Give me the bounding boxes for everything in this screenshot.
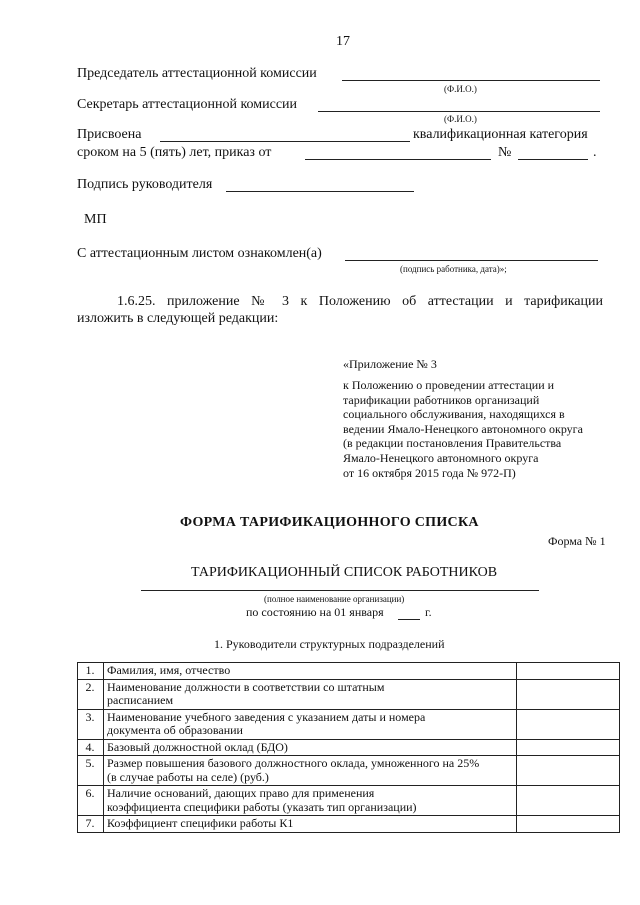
form-number: Форма № 1 bbox=[548, 534, 606, 548]
row-value-cell bbox=[517, 816, 620, 833]
head-signature-line bbox=[226, 191, 414, 192]
appendix-line: к Положению о проведении аттестации и bbox=[343, 378, 555, 392]
chairman-signature-line bbox=[342, 80, 600, 81]
order-number-line bbox=[518, 159, 588, 160]
acquainted-caption: (подпись работника, дата)»; bbox=[400, 264, 507, 274]
row-number: 6. bbox=[78, 786, 104, 816]
table-row bbox=[78, 663, 620, 680]
row-number: 5. bbox=[78, 756, 104, 786]
appendix-line: (в редакции постановления Правительства bbox=[343, 436, 562, 451]
tariff-list-table bbox=[77, 662, 620, 833]
row-text: Коэффициент специфики работы К1 bbox=[104, 816, 517, 833]
acquainted-signature-line bbox=[345, 260, 598, 261]
row-number: 4. bbox=[78, 739, 104, 756]
table-row bbox=[78, 679, 620, 709]
table-row bbox=[78, 739, 620, 756]
row-value-cell bbox=[517, 756, 620, 786]
appendix-line: Ямало-Ненецкого автономного округа bbox=[343, 450, 539, 465]
table-row bbox=[78, 709, 620, 739]
acquainted-label: С аттестационным листом ознакомлен(а) bbox=[77, 246, 322, 261]
row-number: 2. bbox=[78, 679, 104, 709]
appendix-line: социального обслуживания, находящихся в bbox=[343, 407, 565, 422]
chairman-label: Председатель аттестационной комиссии bbox=[77, 66, 317, 81]
secretary-signature-line bbox=[318, 111, 600, 112]
clause-line-1: 1.6.25. приложение № 3 к Положению об аттестации и тарификации bbox=[117, 294, 603, 309]
order-number-sign: № bbox=[498, 145, 512, 160]
category-label: квалификационная категория bbox=[413, 127, 588, 142]
row-value-cell bbox=[517, 663, 620, 680]
as-of-suffix: г. bbox=[425, 605, 432, 619]
row-value-cell bbox=[517, 739, 620, 756]
appendix-description bbox=[343, 378, 583, 480]
row-text: Размер повышения базового должностного оклада, умноженного на 25% (в случае работы на селе) (руб.) bbox=[104, 756, 517, 786]
secretary-caption: (Ф.И.О.) bbox=[444, 114, 477, 124]
section-title: 1. Руководители структурных подразделений bbox=[214, 637, 445, 651]
row-number: 3. bbox=[78, 709, 104, 739]
row-value-cell bbox=[517, 679, 620, 709]
row-value-cell bbox=[517, 786, 620, 816]
chairman-caption: (Ф.И.О.) bbox=[444, 84, 477, 94]
stamp-mark: МП bbox=[84, 212, 107, 227]
row-text: Фамилия, имя, отчество bbox=[104, 663, 517, 680]
table-row bbox=[78, 816, 620, 833]
organization-name-line bbox=[141, 590, 539, 591]
term-label: сроком на 5 (пять) лет, приказ от bbox=[77, 145, 272, 160]
year-line bbox=[398, 619, 420, 620]
head-signature-label: Подпись руководителя bbox=[77, 177, 213, 192]
secretary-label: Секретарь аттестационной комиссии bbox=[77, 97, 298, 112]
page-number: 17 bbox=[336, 34, 350, 49]
organization-caption: (полное наименование организации) bbox=[264, 594, 405, 604]
row-value-cell bbox=[517, 709, 620, 739]
list-title: ТАРИФИКАЦИОННЫЙ СПИСОК РАБОТНИКОВ bbox=[191, 565, 498, 580]
clause-line-2: изложить в следующей редакции: bbox=[77, 311, 279, 326]
appendix-line: тарификации работников организаций bbox=[343, 392, 540, 407]
appendix-line: ведении Ямало-Ненецкого автономного округа bbox=[343, 421, 583, 436]
row-text: Базовый должностной оклад (БДО) bbox=[104, 739, 517, 756]
row-number: 1. bbox=[78, 663, 104, 680]
table-row bbox=[78, 756, 620, 786]
order-date-line bbox=[305, 159, 491, 160]
as-of-prefix: по состоянию на 01 января bbox=[246, 605, 384, 619]
table-row bbox=[78, 786, 620, 816]
appendix-title: «Приложение № 3 bbox=[343, 357, 437, 371]
row-text: Наименование учебного заведения с указанием даты и номера документа об образовании bbox=[104, 709, 517, 739]
appendix-line: от 16 октября 2015 года № 972-П) bbox=[343, 465, 516, 480]
form-title: ФОРМА ТАРИФИКАЦИОННОГО СПИСКА bbox=[180, 515, 479, 530]
row-number: 7. bbox=[78, 816, 104, 833]
assigned-label: Присвоена bbox=[77, 127, 142, 142]
category-fill-line bbox=[160, 141, 410, 142]
term-period: . bbox=[593, 145, 597, 160]
row-text: Наименование должности в соответствии со штатным расписанием bbox=[104, 679, 517, 709]
row-text: Наличие оснований, дающих право для применения коэффициента специфики работы (указать тип организации) bbox=[104, 786, 517, 816]
